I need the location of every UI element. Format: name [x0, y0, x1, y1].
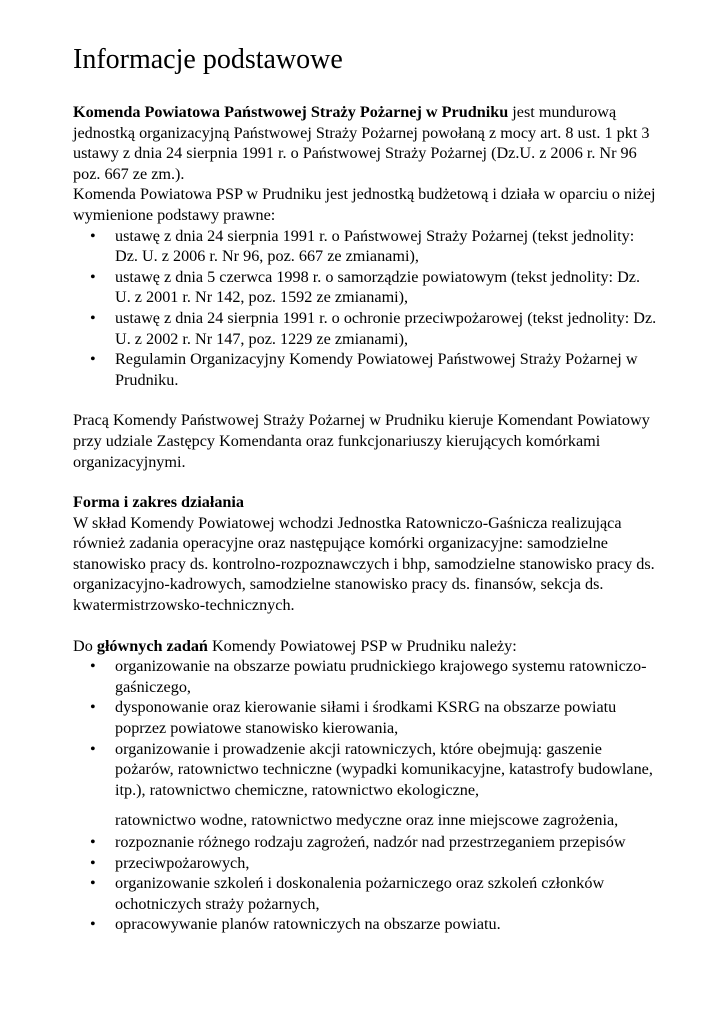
list-item: • ustawę z dnia 24 sierpnia 1991 r. o Państwowej Straży Pożarnej (tekst jednolity: Dz. U. z 2006 r. Nr 96, poz. 667 ze zmianami), — [115, 226, 658, 267]
list-item: • organizowanie na obszarze powiatu prudnickiego krajowego systemu ratowniczo-gaśniczego, — [115, 656, 658, 697]
management-paragraph: Pracą Komendy Państwowej Straży Pożarnej w Prudniku kieruje Komendant Powiatowy przy udziale Zastępcy Komendanta oraz funkcjonariuszy kierujących komórkami organizacyjnymi. — [73, 411, 650, 471]
legal-bases-list — [73, 226, 658, 391]
list-item: • Regulamin Organizacyjny Komendy Powiatowej Państwowej Straży Pożarnej w Prudniku. — [115, 349, 658, 390]
tasks-list — [73, 656, 658, 935]
tasks-intro: Do głównych zadań Komendy Powiatowej PSP w Prudniku należy: — [73, 636, 517, 655]
list-item: • organizowanie szkoleń i doskonalenia pożarniczego oraz szkoleń członków ochotniczych straży pożarnych, — [115, 873, 658, 914]
list-item: • rozpoznanie różnego rodzaju zagrożeń, nadzór nad przestrzeganiem przepisów — [115, 832, 658, 853]
list-item: • przeciwpożarowych, — [115, 853, 658, 874]
scope-heading: Forma i zakres działania — [73, 493, 245, 512]
scope-paragraph: W skład Komendy Powiatowej wchodzi Jednostka Ratowniczo-Gaśnicza realizująca również zadania operacyjne oraz następujące komórki organizacyjne: samodzielne stanowisko pracy ds. kontrolno-rozpoznawczych i bhp, samodzielne stanowisko pracy ds. organizacyjno-kadrowych, samodzielne stanowisko pracy ds. finansów, sekcja ds. kwatermistrzowsko-technicznych. — [73, 513, 655, 615]
page-title: Informacje podstawowe — [73, 44, 343, 75]
intro-text: jest mundurową jednostką organizacyjną Państwowej Straży Pożarnej powołaną z mocy art. 8 ust. 1 pkt 3 ustawy z dnia 24 sierpnia 1991 r. o Państwowej Straży Pożarnej (Dz.U. z 2006 r. Nr 96 poz. 667 ze zm.). — [73, 103, 650, 183]
list-item: • dysponowanie oraz kierowanie siłami i środkami KSRG na obszarze powiatu poprzez powiatowe stanowisko kierowania, — [115, 697, 658, 738]
unit-name: Komenda Powiatowa Państwowej Straży Pożarnej w Prudniku — [73, 103, 509, 121]
list-item: • ustawę z dnia 5 czerwca 1998 r. o samorządzie powiatowym (tekst jednolity: Dz. U. z 2001 r. Nr 142, poz. 1592 ze zmianami), — [115, 267, 658, 308]
list-item: • opracowywanie planów ratowniczych na obszarze powiatu. — [115, 914, 658, 935]
intro-paragraph — [73, 102, 658, 184]
list-item: • ustawę z dnia 24 sierpnia 1991 r. o ochronie przeciwpożarowej (tekst jednolity: Dz. U. z 2002 r. Nr 147, poz. 1229 ze zmianami), — [115, 308, 658, 349]
legal-basis-intro: Komenda Powiatowa PSP w Prudniku jest jednostką budżetową i działa w oparciu o niżej wymienione podstawy prawne: — [73, 185, 656, 224]
list-item-continuation: ratownictwo wodne, ratownictwo medyczne oraz inne miejscowe zagrożenia, — [115, 811, 619, 830]
list-item: • organizowanie i prowadzenie akcji ratowniczych, które obejmują: gaszenie pożarów, ratownictwo techniczne (wypadki komunikacyjne, katastrofy budowlane, itp.), ratownictwo chemiczne, ratownictwo ekologiczne, ratownictwo wodne, ratownictwo medyczne oraz inne miejscowe zagrożenia, — [115, 739, 658, 832]
